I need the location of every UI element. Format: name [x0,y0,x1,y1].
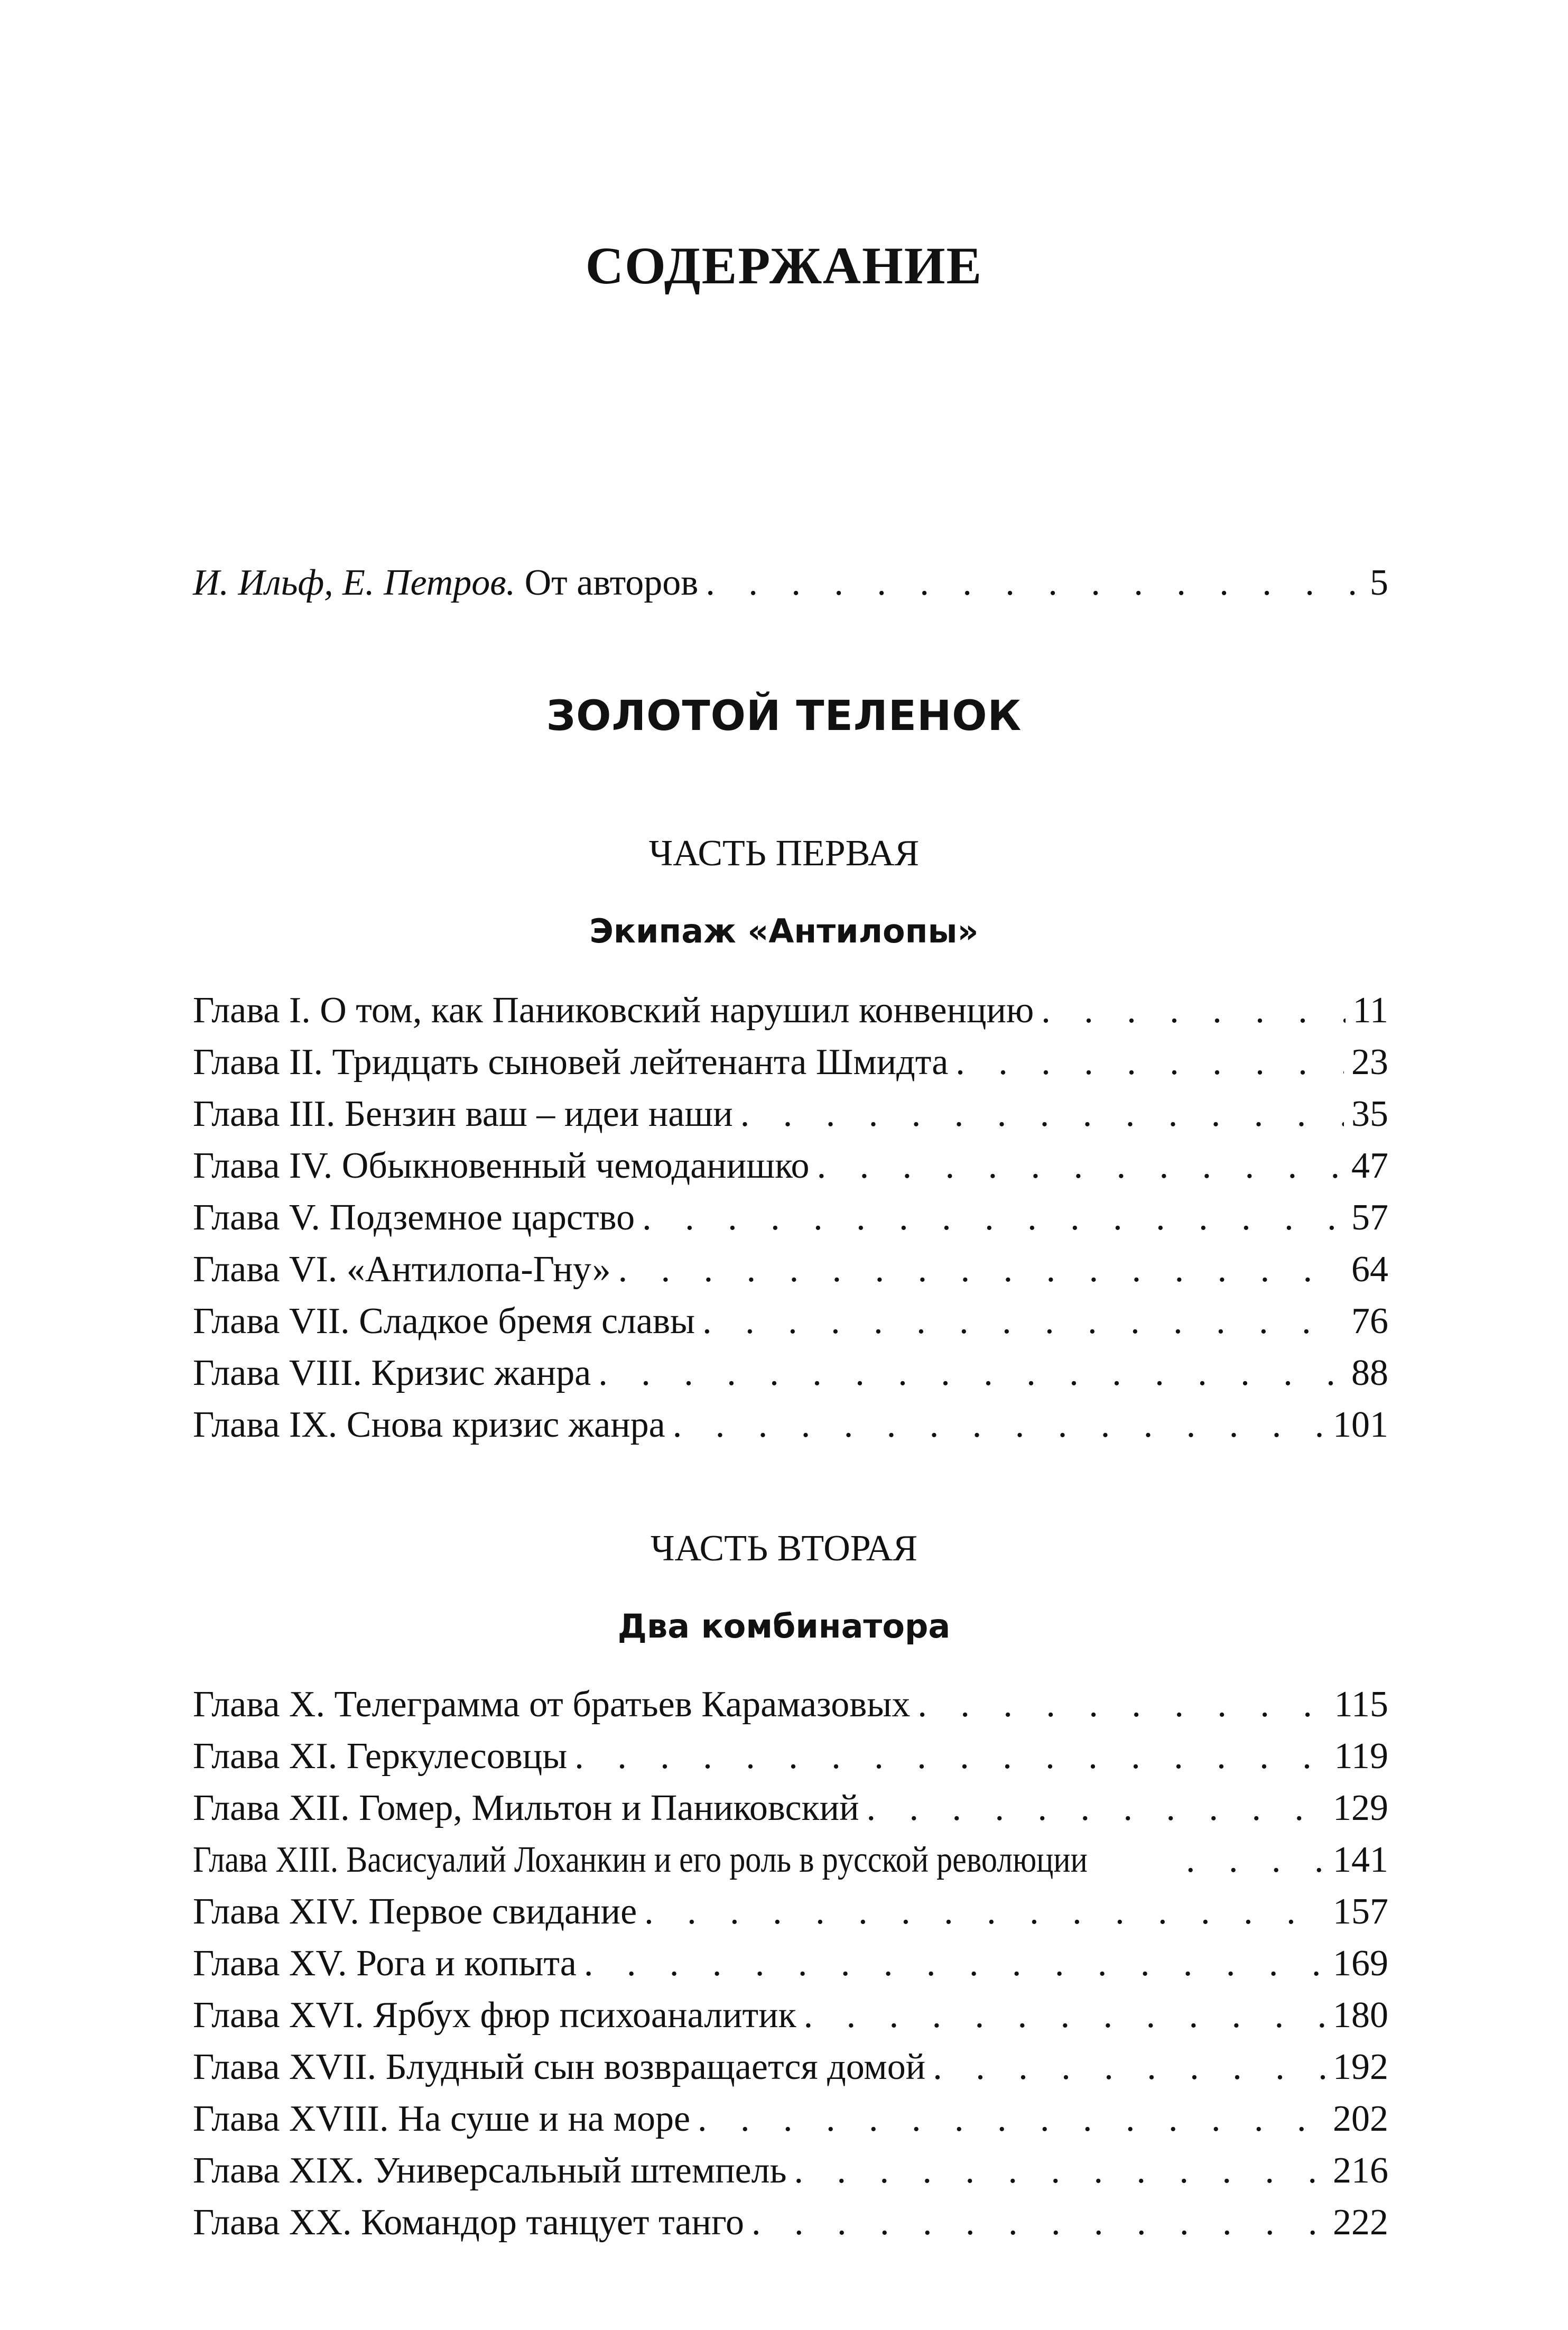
dot-leader [740,1090,1344,1138]
part-heading: ЧАСТЬ ВТОРАЯ [650,1528,918,1569]
toc-entry[interactable] [193,1888,1388,1936]
toc-entry[interactable] [193,1298,1388,1345]
page-number: 64 [1351,1249,1388,1290]
dot-leader [917,1681,1326,1728]
page-number: 216 [1333,2150,1388,2191]
page-number: 23 [1351,1042,1388,1083]
toc-entry[interactable] [193,1349,1388,1397]
chapter-title: Глава XVIII. На суше и на море [193,2098,691,2139]
toc-entry[interactable] [193,1246,1388,1293]
part-subtitle: Экипаж «Антилопы» [589,912,979,950]
page-number: 180 [1333,1995,1388,2036]
chapter-title: Глава XIX. Универсальный штемпель [193,2150,787,2191]
dot-leader [955,1039,1344,1086]
dot-leader [702,1298,1344,1345]
toc-entry[interactable] [193,1836,1388,1884]
chapter-title: Глава XI. Геркулесовцы [193,1736,568,1777]
preface-authors: И. Ильф, Е. Петров. [193,562,516,603]
dot-leader [804,1992,1325,2039]
page-number: 115 [1334,1684,1388,1725]
chapter-title: Глава XVI. Ярбух фюр психоаналитик [193,1995,796,2036]
dot-leader [751,2199,1325,2246]
page-number: 192 [1333,2047,1388,2087]
page-number: 101 [1333,1404,1388,1445]
page-number: 76 [1351,1301,1388,1342]
toc-entry[interactable] [193,1940,1388,1987]
toc-entry[interactable] [193,1090,1388,1138]
chapter-title: Глава XII. Гомер, Мильтон и Паниковский [193,1788,859,1828]
page-number: 5 [1370,562,1388,603]
toc-entry[interactable] [193,1785,1388,1832]
chapter-title: Глава XIII. Васисуалий Лоханкин и его роль в русской революции [193,1839,1088,1880]
chapter-title: Глава XVII. Блудный сын возвращается домой [193,2047,926,2087]
dot-leader [644,1888,1325,1936]
page-number: 141 [1333,1839,1388,1880]
chapter-title: Глава IX. Снова кризис жанра [193,1404,665,1445]
page-number: 88 [1351,1353,1388,1393]
page-number: 35 [1351,1094,1388,1134]
toc-entry[interactable] [193,1681,1388,1728]
page-number: 119 [1334,1736,1388,1777]
page-title: СОДЕРЖАНИЕ [585,236,983,295]
dot-leader [642,1194,1344,1242]
toc-entry[interactable] [193,1039,1388,1086]
part-subtitle: Два комбинатора [617,1607,951,1645]
page-number: 169 [1333,1943,1388,1984]
page-number: 47 [1351,1145,1388,1186]
dot-leader [1041,987,1345,1034]
toc-entry[interactable] [193,1992,1388,2039]
page-number: 11 [1352,990,1388,1031]
chapter-title: Глава IV. Обыкновенный чемоданишко [193,1145,810,1186]
dot-leader [584,1940,1325,1987]
chapter-title: Глава II. Тридцать сыновей лейтенанта Шмидта [193,1042,949,1083]
dot-leader [574,1733,1326,1780]
page-number: 157 [1333,1891,1388,1932]
page-number: 222 [1333,2202,1388,2243]
toc-entry[interactable] [193,987,1388,1034]
chapter-title: Глава VI. «Антилопа-Гну» [193,1249,611,1290]
toc-entry[interactable] [193,2199,1388,2246]
chapter-title: Глава III. Бензин ваш – идеи наши [193,1094,733,1134]
chapter-title: Глава VII. Сладкое бремя славы [193,1301,695,1342]
toc-entry-preface[interactable] [193,559,1388,607]
toc-entry[interactable] [193,2095,1388,2143]
dot-leader [867,1785,1325,1832]
dot-leader [933,2044,1325,2091]
dot-leader [706,559,1362,607]
dot-leader [698,2095,1325,2143]
toc-entry[interactable] [193,2147,1388,2195]
dot-leader [618,1246,1344,1293]
page-number: 202 [1333,2098,1388,2139]
chapter-title: Глава I. О том, как Паниковский нарушил конвенцию [193,990,1034,1031]
book-title: ЗОЛОТОЙ ТЕЛЕНОК [546,692,1022,740]
dot-leader [794,2147,1325,2195]
chapter-title: Глава XX. Командор танцует танго [193,2202,744,2243]
toc-entry[interactable] [193,1733,1388,1780]
dot-leader [1186,1836,1325,1884]
dot-leader [673,1401,1325,1449]
preface-title: От авторов [524,562,699,603]
dot-leader [598,1349,1344,1397]
chapter-title: Глава V. Подземное царство [193,1197,635,1238]
page-number: 129 [1333,1788,1388,1828]
toc-entry[interactable] [193,1401,1388,1449]
chapter-title: Глава XV. Рога и копыта [193,1943,577,1984]
toc-entry[interactable] [193,1142,1388,1190]
chapter-title: Глава XIV. Первое свидание [193,1891,637,1932]
toc-entry[interactable] [193,2044,1388,2091]
part-heading: ЧАСТЬ ПЕРВАЯ [648,833,920,874]
dot-leader [817,1142,1344,1190]
chapter-title: Глава VIII. Кризис жанра [193,1353,591,1393]
chapter-title: Глава X. Телеграмма от братьев Карамазовых [193,1684,911,1725]
page-number: 57 [1351,1197,1388,1238]
toc-entry[interactable] [193,1194,1388,1242]
